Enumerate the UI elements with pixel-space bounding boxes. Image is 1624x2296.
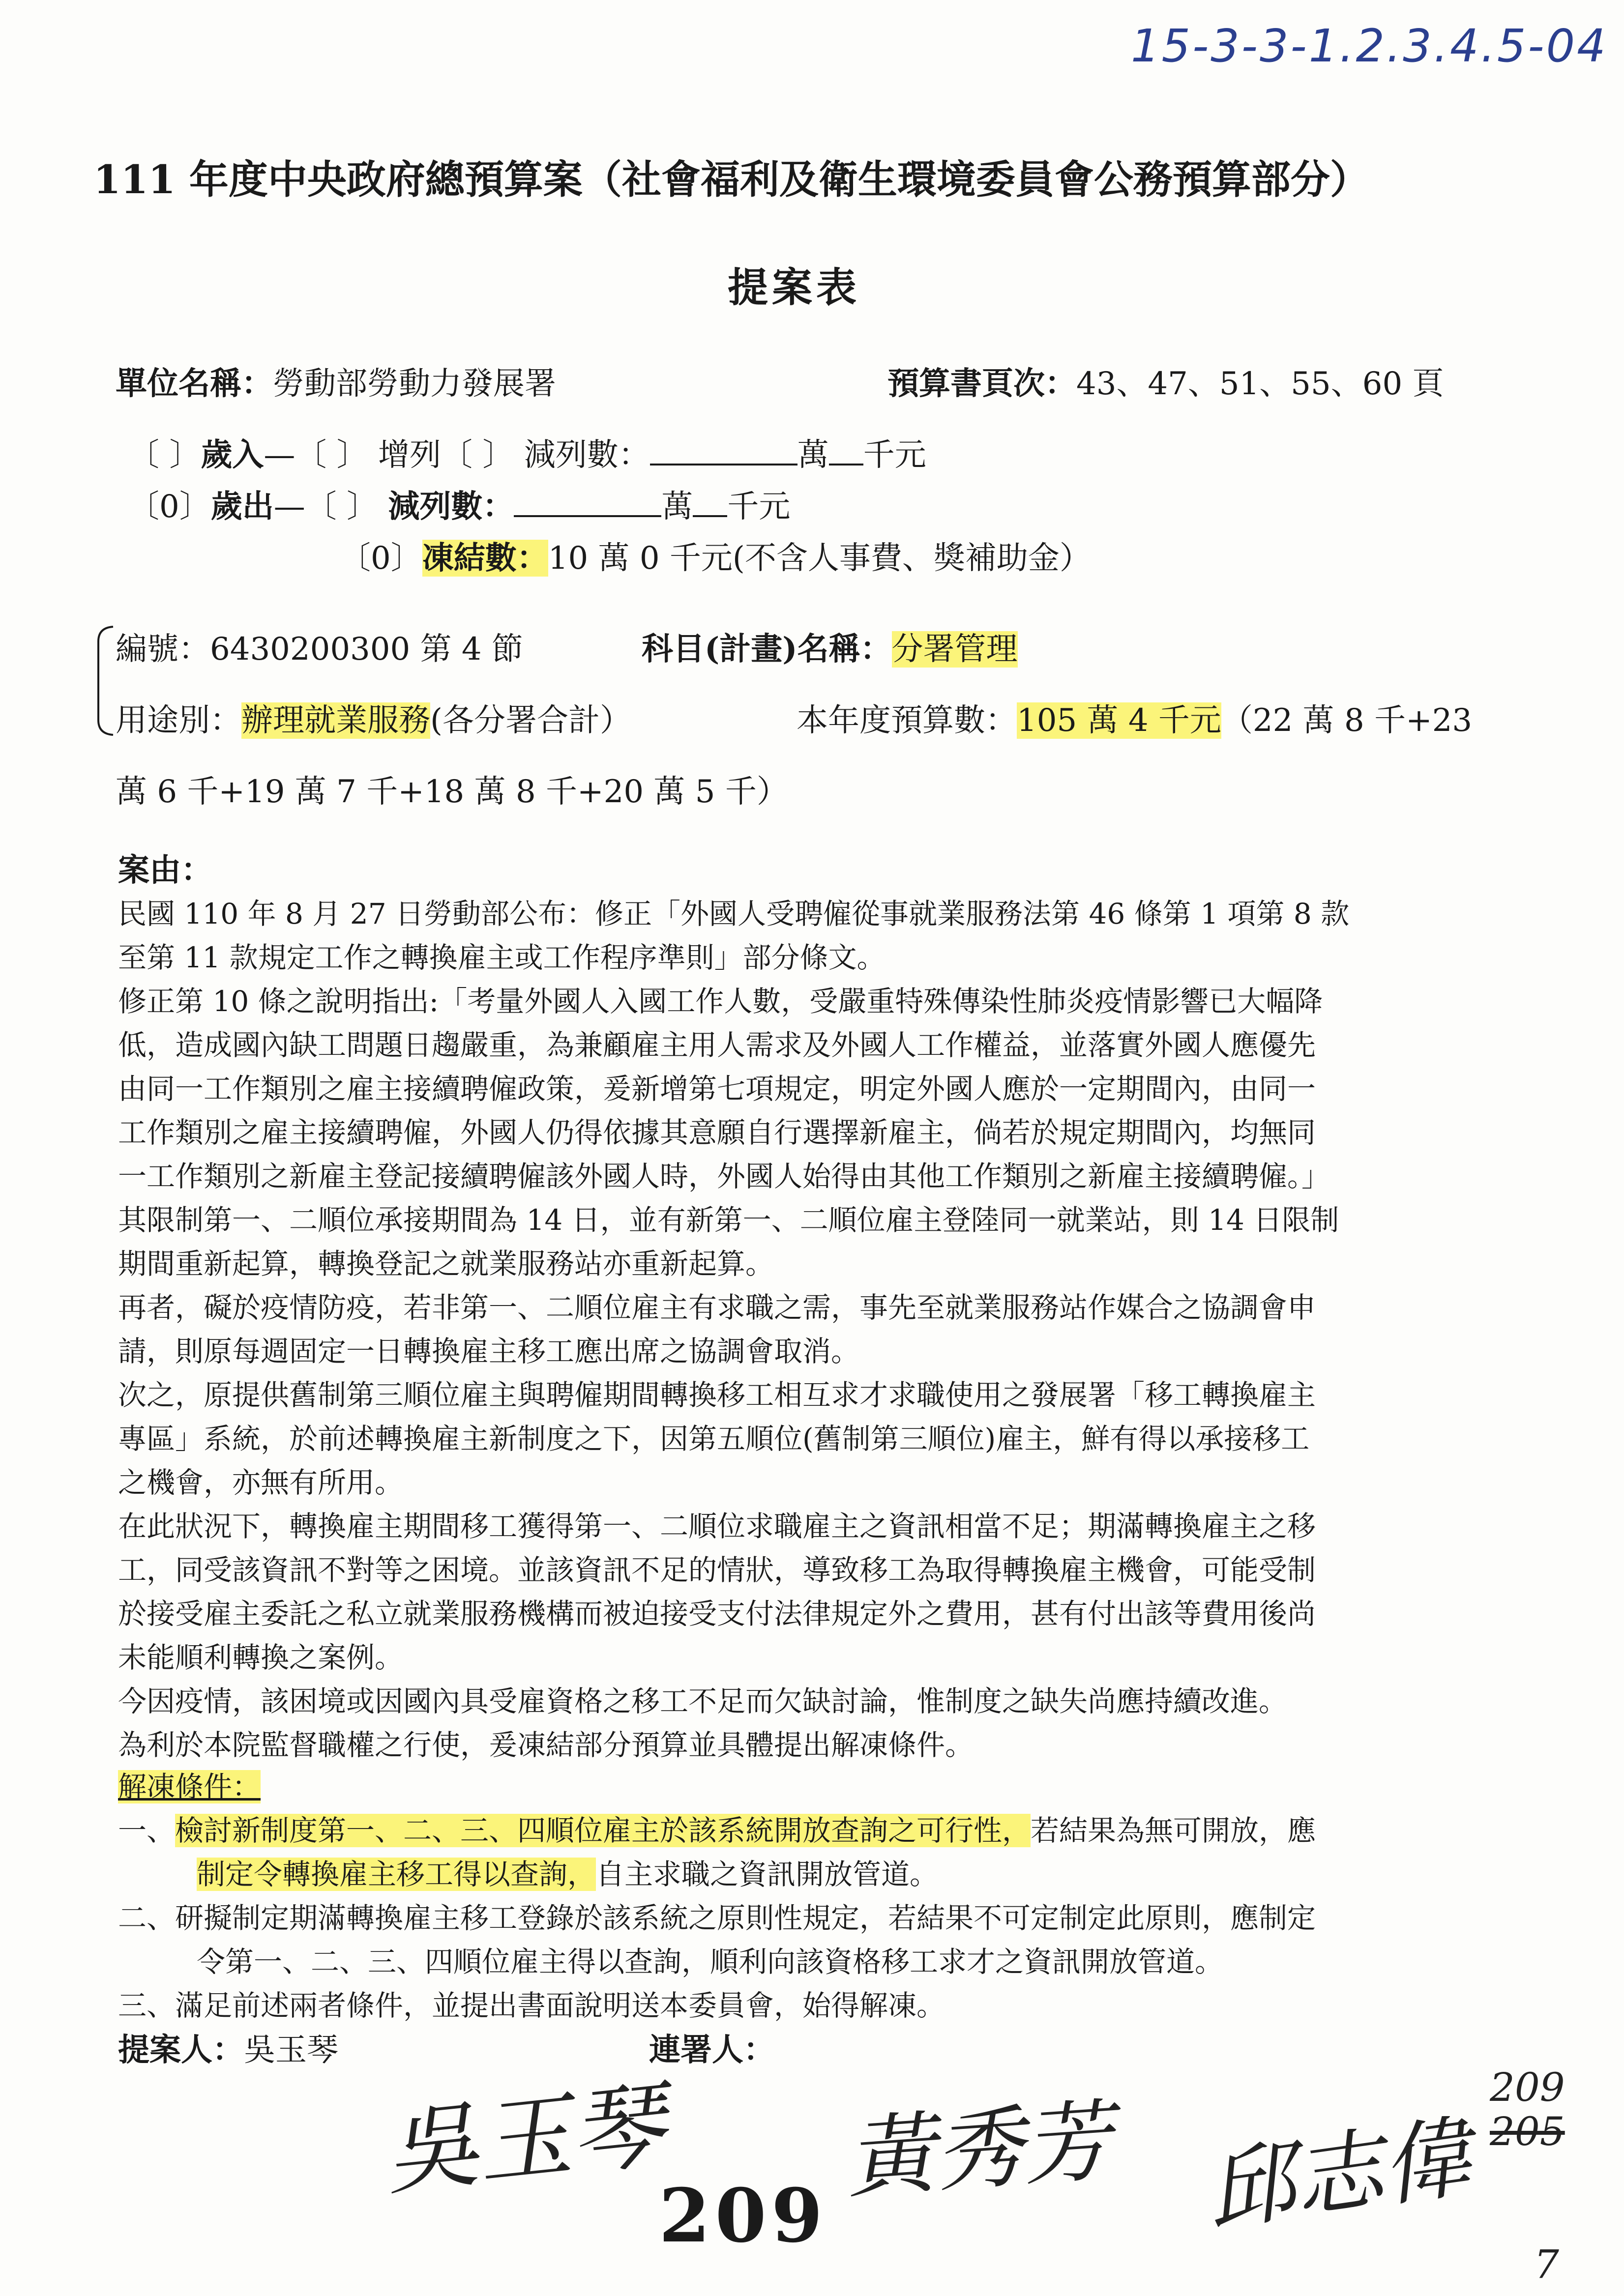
margin-note-old: 205 — [1490, 2109, 1565, 2154]
reason-line: 為利於本院監督職權之行使，爰凍結部分預算並具體提出解凍條件。 — [118, 1728, 974, 1762]
reason-line: 專區」系統，於前述轉換雇主新制度之下，因第五順位(舊制第三順位)雇主，鮮有得以承接移工 — [118, 1422, 1310, 1455]
document-title: 111 年度中央政府總預算案（社會福利及衛生環境委員會公務預算部分） — [93, 156, 1369, 203]
condition-3-number: 三、 — [118, 1989, 176, 2022]
reason-line: 民國 110 年 8 月 27 日勞動部公布：修正「外國人受聘僱從事就業服務法第 46 條第 1 項第 8 款 — [118, 897, 1350, 930]
reason-line: 未能順利轉換之案例。 — [118, 1641, 404, 1674]
usage-row — [116, 698, 631, 743]
reason-line: 在此狀況下，轉換雇主期間移工獲得第一、二順位求職雇主之資訊相當不足；期滿轉換雇主之移 — [118, 1510, 1316, 1543]
code-label: 編號： — [116, 631, 210, 668]
revenue-increase-label: 增列 — [378, 437, 442, 473]
proposer-name: 吳玉琴 — [244, 2032, 338, 2068]
budget-detail-1: （22 萬 8 千+23 — [1221, 702, 1473, 739]
unit-row — [116, 361, 556, 407]
budget-value: 105 萬 4 千元 — [1017, 702, 1221, 739]
proposer-label: 提案人： — [118, 2032, 244, 2068]
revenue-decrease-bracket: 〔 〕 — [441, 437, 514, 473]
budget-label: 本年度預算數： — [797, 702, 1017, 739]
expense-wan-blank — [514, 510, 661, 517]
code-value: 6430200300 第 4 節 — [210, 631, 523, 668]
revenue-qian-unit: 千元 — [863, 437, 926, 473]
budget-detail-row: 萬 6 千+19 萬 7 千+18 萬 8 千+20 萬 5 千） — [116, 774, 788, 810]
reason-line: 次之，原提供舊制第三順位雇主與聘僱期間轉換移工相互求才求職使用之發展署「移工轉換雇主 — [118, 1378, 1316, 1412]
subject-label: 科目(計畫)名稱： — [642, 631, 892, 668]
pages-label: 預算書頁次： — [887, 365, 1076, 402]
signature-cosigner-1: 黃秀芳 — [843, 2090, 1115, 2211]
revenue-increase-bracket: 〔 〕 — [295, 437, 368, 473]
condition-2-text: 研擬制定期滿轉換雇主移工登錄於該系統之原則性規定，若結果不可定制定此原則，應制定 — [175, 1901, 1316, 1935]
reason-line: 低，造成國內缺工問題日趨嚴重，為兼顧雇主用人需求及外國人工作權益，並落實外國人應優先 — [118, 1028, 1316, 1062]
signature-proposer: 吳玉琴 — [379, 2070, 670, 2209]
condition-2 — [118, 1896, 1524, 1940]
reason-line: 其限制第一、二順位承接期間為 14 日，並有新第一、二順位雇主登陸同一就業站，則 14 日限制 — [118, 1203, 1339, 1237]
reason-line: 至第 11 款規定工作之轉換雇主或工作程序準則」部分條文。 — [118, 941, 886, 974]
unit-label: 單位名稱： — [116, 365, 273, 402]
unit-value: 勞動部勞動力發展署 — [273, 366, 556, 402]
expense-dash: — — [273, 489, 305, 525]
reason-line: 由同一工作類別之雇主接續聘僱政策，爰新增第七項規定，明定外國人應於一定期間內，由同一 — [118, 1072, 1316, 1105]
reason-line: 工，同受該資訊不對等之困境。並該資訊不足的情狀，導致移工為取得轉換雇主機會，可能受制 — [118, 1553, 1316, 1587]
revenue-decrease-label: 減列數： — [524, 437, 650, 473]
freeze-row — [339, 536, 1091, 581]
signature-cosigner-2: 邱志偉 — [1200, 2105, 1477, 2244]
usage-note: (各分署合計） — [430, 702, 631, 739]
freeze-bracket: 〔0〕 — [339, 540, 422, 577]
reason-line: 今因疫情，該困境或因國內具受雇資格之移工不足而欠缺討論，惟制度之缺失尚應持續改進。 — [118, 1685, 1288, 1718]
expense-decrease-label: 減列數： — [388, 488, 514, 525]
document-code: 15-3-3-1.2.3.4.5-04 — [1131, 20, 1608, 72]
revenue-wan-unit: 萬 — [797, 437, 829, 473]
freeze-amount: 10 萬 0 千元 — [548, 540, 733, 577]
document-subtitle: 提案表 — [728, 264, 861, 311]
revenue-qian-blank — [829, 459, 863, 465]
expense-label: 歲出 — [210, 488, 274, 525]
revenue-row — [128, 433, 926, 478]
page-stamp: 209 — [659, 2173, 828, 2259]
condition-1-number: 一、 — [118, 1814, 176, 1847]
condition-2-continued: 令第一、二、三、四順位雇主得以查詢，順利向該資格移工求才之資訊開放管道。 — [197, 1945, 1224, 1978]
reason-line: 請，則原每週固定一日轉換雇主移工應出席之協調會取消。 — [118, 1335, 860, 1368]
reason-line: 期間重新起算，轉換登記之就業服務站亦重新起算。 — [118, 1247, 774, 1280]
expense-qian-unit: 千元 — [727, 489, 791, 525]
corner-mark: 7 — [1534, 2241, 1559, 2287]
condition-3-text: 滿足前述兩者條件，並提出書面說明送本委員會，始得解凍。 — [175, 1989, 945, 2022]
pages-value: 43、47、51、55、60 頁 — [1076, 366, 1444, 402]
conditions-heading — [118, 1765, 261, 1809]
cosigner-label: 連署人： — [649, 2032, 775, 2068]
usage-value: 辦理就業服務 — [241, 702, 430, 739]
condition-1-continued — [118, 1853, 1524, 1896]
code-row — [116, 627, 523, 672]
margin-note-new: 209 — [1490, 2064, 1565, 2110]
expense-bracket: 〔0〕 — [128, 489, 211, 525]
expense-decrease-bracket: 〔 〕 — [305, 489, 379, 525]
section-bracket — [89, 622, 118, 740]
condition-1-rest: 若結果為無可開放，應 — [1031, 1814, 1316, 1847]
expense-wan-unit: 萬 — [661, 489, 693, 525]
revenue-label: 歲入 — [201, 436, 264, 473]
conditions-list — [118, 1809, 1524, 2028]
reason-line: 一工作類別之新雇主登記接續聘僱該外國人時，外國人始得由其他工作類別之新雇主接續聘僱。」 — [118, 1160, 1330, 1193]
reason-line: 工作類別之雇主接續聘僱，外國人仍得依據其意願自行選擇新雇主，倘若於規定期間內，均無同 — [118, 1116, 1316, 1149]
condition-2-number: 二、 — [118, 1901, 176, 1935]
condition-1-cont-rest: 自主求職之資訊開放管道。 — [596, 1858, 939, 1891]
expense-row — [128, 484, 790, 529]
budget-row — [797, 698, 1472, 743]
condition-1 — [118, 1809, 1524, 1853]
condition-1-highlight: 檢討新制度第一、二、三、四順位雇主於該系統開放查詢之可行性， — [175, 1814, 1031, 1847]
revenue-wan-blank — [650, 459, 797, 465]
usage-label: 用途別： — [116, 702, 241, 739]
reason-line: 再者，礙於疫情防疫，若非第一、二順位雇主有求職之需，事先至就業服務站作媒合之協調會申 — [118, 1291, 1316, 1324]
reason-heading: 案由： — [118, 852, 212, 889]
reason-body — [118, 892, 1509, 1767]
reason-line: 於接受雇主委託之私立就業服務機構而被迫接受支付法律規定外之費用，甚有付出該等費用後尚 — [118, 1597, 1316, 1630]
freeze-label: 凍結數： — [422, 540, 548, 577]
reason-line: 修正第 10 條之說明指出:「考量外國人入國工作人數，受嚴重特殊傳染性肺炎疫情影響已大幅降 — [118, 985, 1323, 1018]
revenue-bracket: 〔 〕 — [128, 437, 201, 473]
expense-qian-blank — [693, 510, 727, 517]
condition-1-cont-highlight: 制定令轉換雇主移工得以查詢， — [197, 1858, 596, 1891]
conditions-heading-text: 解凍條件： — [118, 1770, 261, 1803]
subject-value: 分署管理 — [891, 631, 1018, 668]
pages-row — [887, 361, 1444, 407]
proposer-row — [118, 2028, 338, 2073]
reason-line: 之機會，亦無有所用。 — [118, 1466, 404, 1499]
subject-row — [642, 627, 1018, 672]
freeze-note: (不含人事費、獎補助金） — [732, 540, 1091, 577]
condition-3 — [118, 1984, 1524, 2028]
revenue-dash: — — [264, 437, 295, 473]
